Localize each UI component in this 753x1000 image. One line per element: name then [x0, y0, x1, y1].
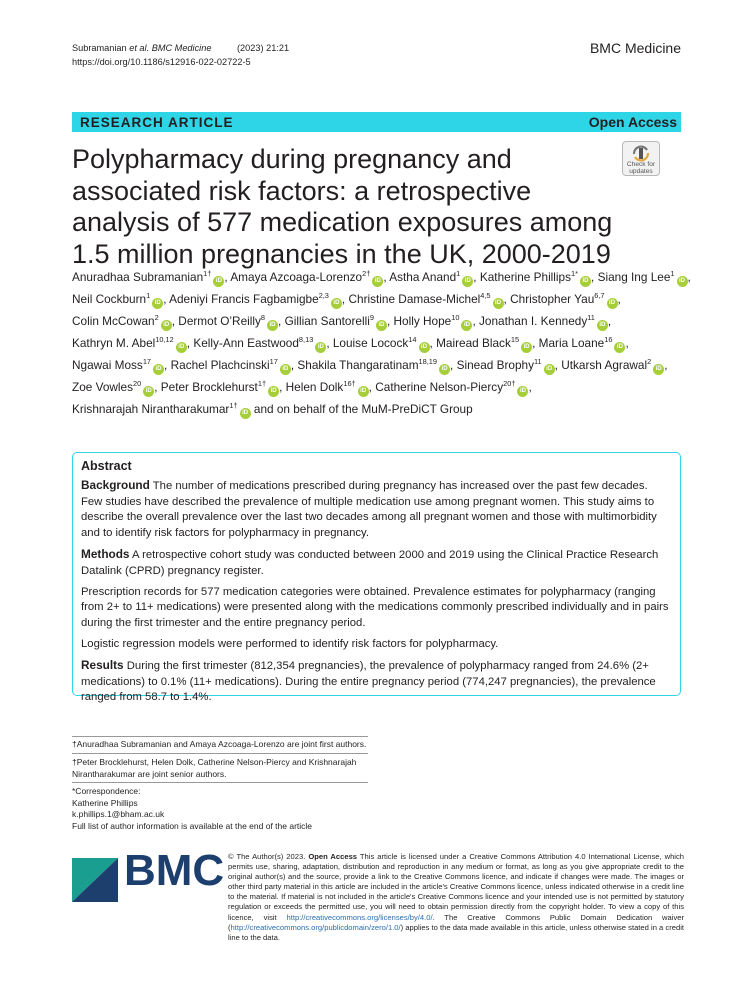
author-name-text: Krishnarajah Nirantharakumar	[72, 402, 230, 416]
author-name-text: Gillian Santorelli	[284, 314, 370, 328]
license-body-1: This article is licensed under a Creative Commons Attribution 4.0 International License, which permits use, sharing, adaptation, distribution and reproduction in any medium or format, as long as you give appropriate credit to the original author(s) and the source, provide a link to the Creative Commons licence, and indicate if changes were made. The images or other third party material in this article are included in the article's Creative Commons licence, unless indicated otherwise in a credit line to the material. If material is not included in the article's Creative Commons licence and your intended use is not permitted by statutory regulation or exceeds the permitted use, you will need to obtain permission directly from the copyright holder. To view a copy of this licence, visit	[228, 852, 684, 922]
background-text: The number of medications prescribed during pregnancy has increased over the past few decades. Few studies have described the prevalence of multiple medication use among pregnant women. This study aims to describe the overall prevalence over the last two decades among all pregnant women and those with multimorbidity and to identify risk factors for polypharmacy in pregnancy.	[81, 479, 657, 540]
author-name[interactable]	[286, 380, 369, 394]
header-et-al: et al.	[129, 43, 150, 53]
orcid-icon[interactable]: iD	[315, 342, 326, 353]
author-name-text: Katherine Phillips	[479, 270, 572, 284]
orcid-icon[interactable]: iD	[462, 276, 473, 287]
author-name-text: Siang Ing Lee	[597, 270, 671, 284]
author-name[interactable]	[375, 380, 528, 394]
author-name[interactable]	[561, 358, 664, 372]
author-name-text: Sinead Brophy	[456, 358, 534, 372]
author-name[interactable]	[171, 358, 291, 372]
author-affiliation: 6,7	[594, 291, 605, 300]
author-affiliation: 1	[670, 269, 675, 278]
author-name-text: Neil Cockburn	[72, 292, 147, 306]
header-citation: (2023) 21:21	[236, 43, 290, 53]
author-name[interactable]	[161, 380, 279, 394]
author-name[interactable]	[285, 314, 387, 328]
author-name-text: Catherine Nelson-Piercy	[375, 380, 504, 394]
author-name-text: Rachel Plachcinski	[170, 358, 270, 372]
author-name[interactable]	[479, 314, 608, 328]
footnote-joint-first: †Anuradhaa Subramanian and Amaya Azcoaga-Lorenzo are joint first authors.	[72, 739, 367, 749]
author-name-text: Shakila Thangaratinam	[297, 358, 419, 372]
author-name[interactable]	[457, 358, 555, 372]
author-name[interactable]	[394, 314, 473, 328]
author-name[interactable]	[169, 292, 342, 306]
results-text: During the first trimester (812,354 pregnancies), the prevalence of polypharmacy ranged from 24.6% (2+ medications) to 0.1% (11+ medications). During the entire pregnancy period (774,247 pregnancies), the prevalence ranged from 58.7 to 1.4%.	[81, 659, 656, 704]
author-affiliation: 2	[647, 357, 652, 366]
author-name-text: Utkarsh Agrawal	[561, 358, 648, 372]
author-name-text: Ngawai Moss	[72, 358, 143, 372]
author-name[interactable]	[72, 314, 172, 328]
author-affiliation: 17	[269, 357, 278, 366]
abstract-methods-p3: Logistic regression models were performed to identify risk factors for polypharmacy.	[81, 637, 499, 650]
orcid-icon[interactable]: iD	[372, 276, 383, 287]
author-name[interactable]	[193, 336, 326, 350]
orcid-icon[interactable]: iD	[439, 364, 450, 375]
author-affiliation: 2	[154, 313, 159, 322]
author-name[interactable]	[539, 336, 626, 350]
check-updates-text: Check for updates	[626, 161, 656, 175]
author-affiliation: 16†	[343, 379, 356, 388]
orcid-icon[interactable]: iD	[521, 342, 532, 353]
orcid-icon[interactable]: iD	[493, 298, 504, 309]
orcid-icon[interactable]: iD	[143, 386, 154, 397]
author-name[interactable]	[598, 270, 688, 284]
author-affiliation: 15	[510, 335, 520, 344]
license-text	[228, 852, 684, 943]
orcid-icon[interactable]: iD	[607, 298, 618, 309]
article-type-band	[72, 112, 681, 132]
author-name[interactable]	[72, 402, 251, 416]
author-affiliation: 2†	[362, 269, 371, 278]
article-type: RESEARCH ARTICLE	[80, 115, 234, 130]
author-name-text: Dermot O’Reilly	[178, 314, 261, 328]
author-name[interactable]	[72, 380, 154, 394]
author-name[interactable]	[72, 336, 187, 350]
author-affiliation: 20	[132, 379, 142, 388]
bmc-logo-text: BMC	[124, 846, 225, 895]
author-name-text: Anuradhaa Subramanian	[72, 270, 204, 284]
author-name-text: Maria Loane	[538, 336, 605, 350]
author-affiliation: 10	[451, 313, 460, 322]
orcid-icon[interactable]: iD	[614, 342, 625, 353]
author-name[interactable]	[348, 292, 503, 306]
orcid-icon[interactable]: iD	[161, 320, 172, 331]
correspondence-email[interactable]: k.phillips.1@bham.ac.uk	[72, 809, 165, 819]
author-name[interactable]	[72, 292, 163, 306]
author-name[interactable]	[436, 336, 532, 350]
copyright: © The Author(s) 2023.	[228, 852, 306, 861]
author-name-text: Christopher Yau	[510, 292, 595, 306]
author-info-note: Full list of author information is available at the end of the article	[72, 820, 313, 831]
correspondence-block	[72, 786, 372, 832]
orcid-icon[interactable]: iD	[653, 364, 664, 375]
orcid-icon[interactable]: iD	[176, 342, 187, 353]
author-name-text: Astha Anand	[389, 270, 457, 284]
orcid-icon[interactable]: iD	[597, 320, 608, 331]
cc-by-link[interactable]: http://creativecommons.org/licenses/by/4.0/	[286, 912, 433, 922]
abstract-results	[81, 658, 672, 706]
author-name[interactable]	[389, 270, 473, 284]
author-name-text: Mairead Black	[436, 336, 511, 350]
footnote-divider-3	[72, 782, 368, 783]
author-name-text: Jonathan I. Kennedy	[479, 314, 588, 328]
author-name[interactable]	[178, 314, 278, 328]
author-affiliation: 10,12	[155, 335, 174, 344]
footnote-joint-senior: †Peter Brocklehurst, Helen Dolk, Catherine Nelson-Piercy and Krishnarajah Nirantharakumar are joint senior authors.	[72, 757, 357, 779]
license-body-2: . The Creative Commons Public Domain Dedication waiver (	[228, 912, 684, 932]
author-name-text: Helen Dolk	[285, 380, 344, 394]
author-name-text: Holly Hope	[393, 314, 452, 328]
abstract-title: Abstract	[81, 459, 132, 473]
abstract-background	[81, 478, 672, 542]
header-journal-italic: BMC Medicine	[151, 43, 212, 53]
cc0-link[interactable]: http://creativecommons.org/publicdomain/zero/1.0/	[230, 922, 401, 932]
article-title: Polypharmacy during pregnancy and associated risk factors: a retrospective analysis of 577 medication exposures among 1.5 million pregnancies in the UK, 2000-2019	[72, 144, 613, 269]
orcid-icon[interactable]: iD	[419, 342, 430, 353]
author-name-text: Kelly-Ann Eastwood	[193, 336, 299, 350]
results-label: Results	[81, 657, 124, 672]
orcid-icon[interactable]: iD	[331, 298, 342, 309]
running-header	[72, 41, 289, 69]
orcid-icon[interactable]: iD	[358, 386, 369, 397]
author-affiliation: 1	[456, 269, 461, 278]
footnote-divider-2	[72, 753, 368, 754]
orcid-icon[interactable]: iD	[677, 276, 688, 287]
author-list: Anuradhaa Subramanian$^{1\dagger}$iD , Amaya Azcoaga-Lorenzo$^{2\dagger}$iD , Astha Anand$^1$iD , Katherine Phillips$^{1*}$iD , Siang Ing Lee$^1$iD , Neil Cockburn$^1$iD , Adeniyi Francis Fagbamigbe$^{2,3}$iD , Christine Damase-Michel$^{4,5}$iD , Christopher Yau$^{6,7}$iD , Colin McCowan$^2$iD , Dermot O’Reilly$^8$iD , Gillian Santorelli$^9$iD , Holly Hope$^{10}$iD , Jonathan I. Kennedy$^{11}$iD , Kathryn M. Abel$^{10,12}$iD , Kelly-Ann Eastwood$^{8,13}$iD , Louise Locock$^{14}$iD , Mairead Black$^{15}$iD , Maria Loane$^{16}$iD , Ngawai Moss$^{17}$iD , Rachel Plachcinski$^{17}$iD , Shakila Thangaratinam$^{18,19}$iD , Sinead Brophy$^{11}$iD , Utkarsh Agrawal$^2$iD , Zoe Vowles$^{20}$iD , Peter Brocklehurst$^{1\dagger}$iD , Helen Dolk$^{16\dagger}$iD , Catherine Nelson-Piercy$^{20\dagger}$iD , Krishnarajah Nirantharakumar$^{1\dagger}$iD and on behalf of the MuM-PreDiCT Group	[72, 265, 692, 419]
author-affiliation: 8,13	[298, 335, 314, 344]
check-updates-icon	[631, 145, 651, 162]
author-affiliation: 16	[604, 335, 613, 344]
author-name-text: Christine Damase-Michel	[348, 292, 481, 306]
author-name-text: Adeniyi Francis Fagbamigbe	[169, 292, 319, 306]
author-name[interactable]	[333, 336, 430, 350]
correspondence-name: Katherine Phillips	[72, 797, 138, 808]
author-name-text: Amaya Azcoaga-Lorenzo	[230, 270, 363, 284]
doi-link[interactable]: https://doi.org/10.1186/s12916-022-02722-5	[72, 57, 251, 67]
author-affiliation: 2,3	[318, 291, 329, 300]
author-affiliation: 11	[587, 313, 595, 322]
author-name[interactable]	[510, 292, 617, 306]
orcid-icon[interactable]: iD	[376, 320, 387, 331]
author-affiliation: 11	[533, 357, 542, 366]
author-affiliation: 1*	[571, 269, 579, 278]
citation-line	[72, 41, 289, 55]
author-name-text: Peter Brocklehurst	[160, 380, 258, 394]
footnote-divider	[72, 736, 368, 737]
author-name[interactable]	[297, 358, 450, 372]
authors-group-suffix: and on behalf of the MuM-PreDiCT Group	[253, 402, 473, 416]
methods-label: Methods	[81, 546, 130, 561]
orcid-icon[interactable]: iD	[267, 320, 278, 331]
abstract-methods	[81, 547, 672, 580]
author-name[interactable]	[230, 270, 383, 284]
abstract-methods-p2: Prescription records for 577 medication categories were obtained. Prevalence estimates for polypharmacy (ranging from 2+ to 11+ medications) were presented along with the medications commonly prescribed individually and in pairs during the first trimester and the entire pregnancy period.	[81, 585, 669, 630]
author-name-text: Colin McCowan	[72, 314, 155, 328]
author-affiliation: 9	[369, 313, 374, 322]
background-label: Background	[81, 477, 150, 492]
author-name[interactable]	[72, 358, 164, 372]
author-affiliation: 14	[408, 335, 417, 344]
orcid-icon[interactable]: iD	[153, 364, 164, 375]
open-access-label: Open Access	[588, 114, 677, 130]
orcid-icon[interactable]: iD	[280, 364, 291, 375]
orcid-icon[interactable]: iD	[580, 276, 591, 287]
author-name-text: Kathryn M. Abel	[72, 336, 156, 350]
open-access-inline: Open Access	[308, 852, 358, 861]
methods-text: A retrospective cohort study was conducted between 2000 and 2019 using the Clinical Practice Research Datalink (CPRD) pregnancy register.	[81, 548, 659, 577]
orcid-icon[interactable]: iD	[517, 386, 528, 397]
author-affiliation: 18,19	[418, 357, 438, 366]
journal-name: BMC Medicine	[589, 40, 681, 56]
author-affiliation: 1†	[203, 269, 212, 278]
author-affiliation: 1†	[257, 379, 267, 388]
orcid-icon[interactable]: iD	[152, 298, 163, 309]
correspondence-label: *Correspondence:	[72, 786, 141, 796]
header-author: Subramanian	[72, 43, 127, 53]
orcid-icon[interactable]: iD	[240, 408, 251, 419]
author-name[interactable]	[480, 270, 591, 284]
author-name[interactable]	[72, 270, 224, 284]
orcid-icon[interactable]: iD	[544, 364, 555, 375]
abstract-box	[72, 452, 681, 704]
author-affiliation: 4,5	[480, 291, 491, 300]
author-affiliation: 8	[260, 313, 266, 322]
license-body-3: ) applies to the data made available in this article, unless otherwise stated in a credit line to the data.	[228, 922, 684, 942]
orcid-icon[interactable]: iD	[268, 386, 279, 397]
orcid-icon[interactable]: iD	[213, 276, 224, 287]
author-affiliation: 1	[146, 291, 151, 300]
author-affiliation: 20†	[503, 379, 516, 388]
orcid-icon[interactable]: iD	[461, 320, 472, 331]
author-name-text: Zoe Vowles	[72, 380, 133, 394]
author-name-text: Louise Locock	[332, 336, 409, 350]
author-affiliation: 17	[142, 357, 152, 366]
author-affiliation: 1†	[229, 401, 238, 410]
